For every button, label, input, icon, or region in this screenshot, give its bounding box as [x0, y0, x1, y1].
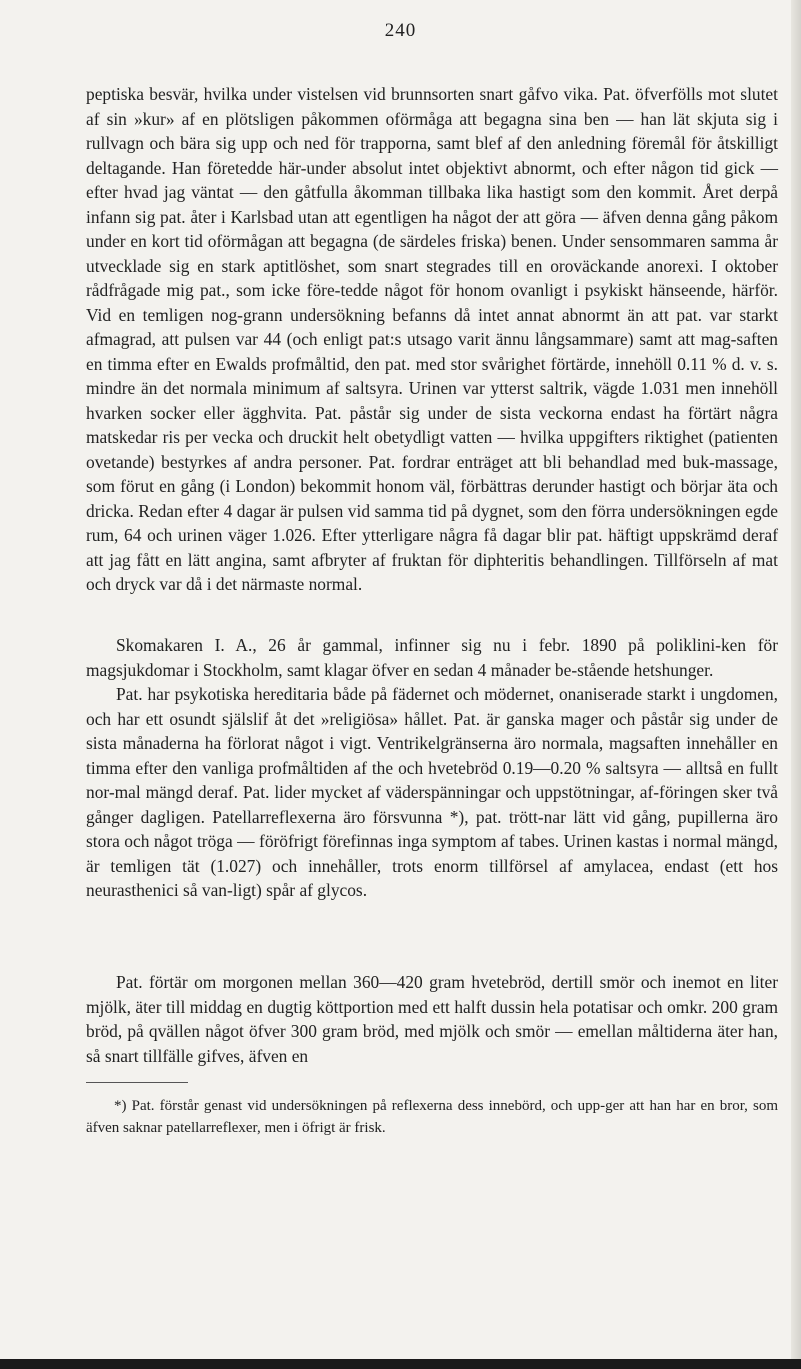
paragraph-case-continuation: peptiska besvär, hvilka under vistelsen vid brunnsorten snart gåfvo vika. Pat. öfverfölls mot slutet af sin »kur» af en plötsligen påkommen oförmåga att begagna sina ben — han lät skjuta sig i rullvagn och bära sig upp och ned för trapporna, samt blef af den anledning föremål för åtskilligt deltagande. Han företedde här-under absolut intet objektivt abnormt, och efter någon tid gick — efter hvad jag väntat — den gåtfulla åkomman tillbaka lika hastigt som den kommit. Året derpå infann sig pat. åter i Karlsbad utan att egentligen ha något der att göra — äfven denna gång påkom under en kort tid oförmågan att begagna (de särdeles friska) benen. Under sensommaren samma år utvecklade sig en stark aptitlöshet, som snart stegrades till en oroväckande anorexi. I oktober rådfrågade mig pat., som icke före-tedde något för honom ovanligt i psykiskt hänseende, härför. Vid en temligen nog-grann undersökning befanns då intet annat abnormt än att pat. var starkt afmagrad, att pulsen var 44 (och enligt pat:s utsago varit ännu långsammare) samt att mag-saften en timma efter en Ewalds profmåltid, den pat. med stor svårighet förtärde, innehöll 0.11 % d. v. s. mindre än det normala minimum af saltsyra. Urinen var ytterst saltrik, vägde 1.031 men innehöll hvarken socker eller ägghvita. Pat. påstår sig under de sista veckorna endast ha förtärt några matskedar ris per vecka och druckit helt obetydligt vatten — hvilka uppgifters riktighet (patienten ovetande) bestyrkes af andra personer. Pat. fordrar enträget att bli behandlad med buk-massage, som förut en gång (i London) bekommit honom väl, förbättras derunder hastigt och börjar äta och dricka. Redan efter 4 dagar är pulsen vid samma tid på dygnet, som den förra undersökningen egde rum, 64 och urinen väger 1.026. Efter ytterligare några få dagar blir pat. häftigt uppskrämd deraf att jag fått en lätt angina, samt afbryter af fruktan för diphteritis behandlingen. Tillförseln af mat och dryck var då i det närmaste normal. — [86, 84, 778, 594]
page-number: 240 — [384, 20, 417, 41]
footnote: *) Pat. förstår genast vid undersökningen på reflexerna dess innebörd, och upp-ger att han har en bror, som äfven saknar patellarreflexer, men i öfrigt är frisk. — [86, 1098, 778, 1136]
footnote-divider — [86, 1082, 188, 1083]
page-edge-bottom — [0, 1359, 801, 1369]
paragraph-case-diet: Pat. förtär om morgonen mellan 360—420 gram hvetebröd, dertill smör och inemot en liter mjölk, äter till middag en dugtig köttportion med ett halft dussin hela potatisar och omkr. 200 gram bröd, på qvällen något öfver 300 gram bröd, med mjölk och smör — emellan måltiderna äter han, så snart tillfälle gifves, äfven en — [86, 972, 778, 1066]
paragraph-case-intro: Skomakaren I. A., 26 år gammal, infinner sig nu i febr. 1890 på poliklini-ken för magsjukdomar i Stockholm, samt klagar öfver en sedan 4 månader be-stående hetshunger. — [86, 635, 778, 680]
page-edge-right — [791, 0, 801, 1369]
paragraph-case-findings: Pat. har psykotiska hereditaria både på fädernet och mödernet, onaniserade starkt i ungdomen, och har ett osundt själslif åt det »religiösa» hållet. Pat. är ganska mager och påstår sig under de sista månaderna ha förlorat något i vigt. Ventrikelgränserna äro normala, magsaften innehåller en timma efter den vanliga profmåltiden af the och hvetebröd 0.19—0.20 % saltsyra — alltså en fullt nor-mal mängd deraf. Pat. lider mycket af väderspänningar och uppstötningar, af-föringen sker två gånger dagligen. Patellarreflexerna äro försvunna *), pat. trött-nar lätt vid gång, pupillerna äro stora och något tröga — föröfrigt förefinnas inga symptom af tabes. Urinen kastas i normal mängd, är temligen tät (1.027) och innehåller, trots enorm tillförsel af amylacea, endast (ett hos neurasthenici så van-ligt) spår af glycos. — [86, 684, 778, 900]
